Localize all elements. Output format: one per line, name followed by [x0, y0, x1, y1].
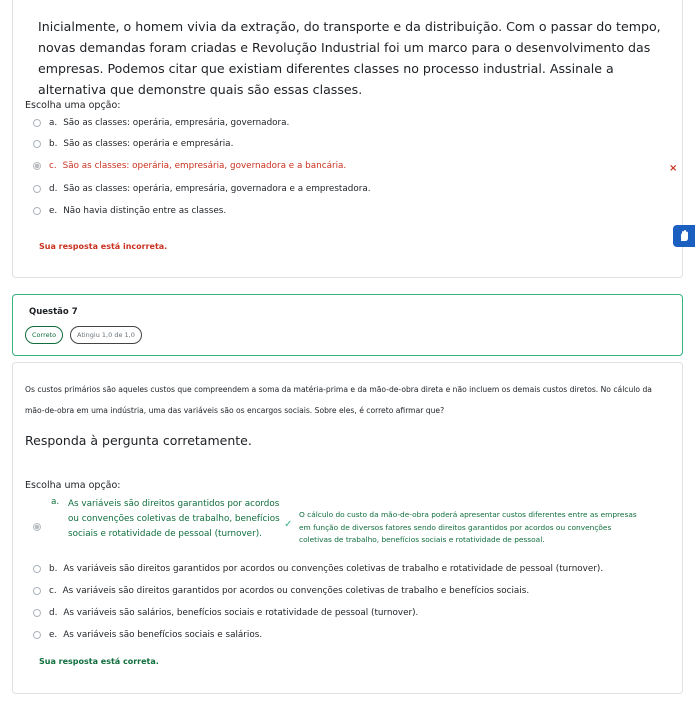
q6-option-b[interactable] — [33, 137, 233, 151]
radio-icon[interactable] — [33, 565, 41, 573]
option-feedback: O cálculo do custo da mão-de-obra poderá apresentar custos diferentes entre as empresas em função de diversos fatores sendo direitos garantidos por acordos ou convenções coletivas de trabalho, benefícios sociais e rotatividade de pessoal. — [299, 510, 637, 544]
option-text: Não havia distinção entre as classes. — [63, 206, 227, 216]
option-text: São as classes: operária, empresária, governadora. — [63, 118, 290, 128]
option-text: As variáveis são direitos garantidos por acordos ou convenções coletivas de trabalho e rotatividade de pessoal (turnover). — [63, 564, 604, 574]
question-number: Questão 7 — [29, 307, 78, 317]
question-7-card — [12, 362, 683, 694]
option-letter: d. — [49, 184, 58, 194]
option-letter: d. — [49, 608, 58, 618]
q6-option-d[interactable] — [33, 182, 371, 196]
status-badge: Correto — [25, 326, 63, 344]
q7-feedback: Sua resposta está correta. — [39, 657, 159, 666]
option-letter: b. — [49, 139, 58, 149]
choose-label: Escolha uma opção: — [25, 100, 121, 111]
option-text: As variáveis são direitos garantidos por acordos ou convenções coletivas de trabalho, benefícios sociais e rotatividade de pessoal (turnover). — [68, 499, 280, 539]
question-7-text: Os custos primários são aqueles custos que compreendem a soma da matéria-prima e da mão-de-obra direta e não incluem os demais custos diretos. No cálculo da mão-de-obra em uma indústria, uma das variáveis são os encargos sociais. Sobre eles, é correto afirmar que? — [25, 385, 652, 415]
correct-check-icon: ✓ — [284, 519, 293, 530]
radio-icon[interactable] — [33, 631, 41, 639]
q7-option-d[interactable] — [33, 606, 418, 620]
option-letter: e. — [49, 630, 58, 640]
instruction-text: Responda à pergunta corretamente. — [25, 433, 252, 448]
accessibility-button[interactable] — [673, 225, 695, 247]
q7-option-b[interactable] — [33, 562, 603, 576]
q6-option-c[interactable] — [33, 159, 346, 173]
radio-icon[interactable] — [33, 587, 41, 595]
q6-option-e[interactable] — [33, 204, 226, 218]
q6-option-a[interactable] — [33, 116, 289, 130]
incorrect-x-icon: × — [669, 163, 678, 174]
option-text: São as classes: operária, empresária, governadora e a bancária. — [62, 161, 347, 171]
option-letter: b. — [49, 564, 58, 574]
q7-option-c[interactable] — [33, 584, 529, 598]
question-6-card — [12, 0, 683, 278]
radio-icon[interactable] — [33, 162, 41, 170]
accessibility-hand-icon — [677, 229, 691, 243]
option-letter: c. — [49, 586, 57, 596]
radio-icon[interactable] — [33, 523, 41, 531]
option-text: As variáveis são benefícios sociais e salários. — [63, 630, 263, 640]
radio-icon[interactable] — [33, 140, 41, 148]
option-letter: e. — [49, 206, 58, 216]
grade-badge: Atingiu 1,0 de 1,0 — [70, 326, 142, 344]
q7-option-e[interactable] — [33, 628, 262, 642]
q6-feedback: Sua resposta está incorreta. — [39, 242, 168, 251]
choose-label: Escolha uma opção: — [25, 480, 121, 491]
radio-icon[interactable] — [33, 119, 41, 127]
option-text: As variáveis são salários, benefícios sociais e rotatividade de pessoal (turnover). — [63, 608, 419, 618]
option-letter: c. — [49, 161, 57, 171]
option-text: As variáveis são direitos garantidos por acordos ou convenções coletivas de trabalho e benefícios sociais. — [62, 586, 530, 596]
question-6-text: Inicialmente, o homem vivia da extração, do transporte e da distribuição. Com o passar do tempo, novas demandas foram criadas e Revolução Industrial foi um marco para o desenvolvimento das empresas. Podemos citar que existiam diferentes classes no processo industrial. Assinale a alternativa que demonstre quais são essas classes. — [38, 19, 661, 97]
option-text: São as classes: operária e empresária. — [63, 139, 234, 149]
radio-icon[interactable] — [33, 207, 41, 215]
option-letter: a. — [51, 497, 60, 507]
radio-icon[interactable] — [33, 609, 41, 617]
option-text: São as classes: operária, empresária, governadora e a emprestadora. — [63, 184, 371, 194]
question-7-info — [12, 294, 683, 356]
radio-icon[interactable] — [33, 185, 41, 193]
option-letter: a. — [49, 118, 58, 128]
